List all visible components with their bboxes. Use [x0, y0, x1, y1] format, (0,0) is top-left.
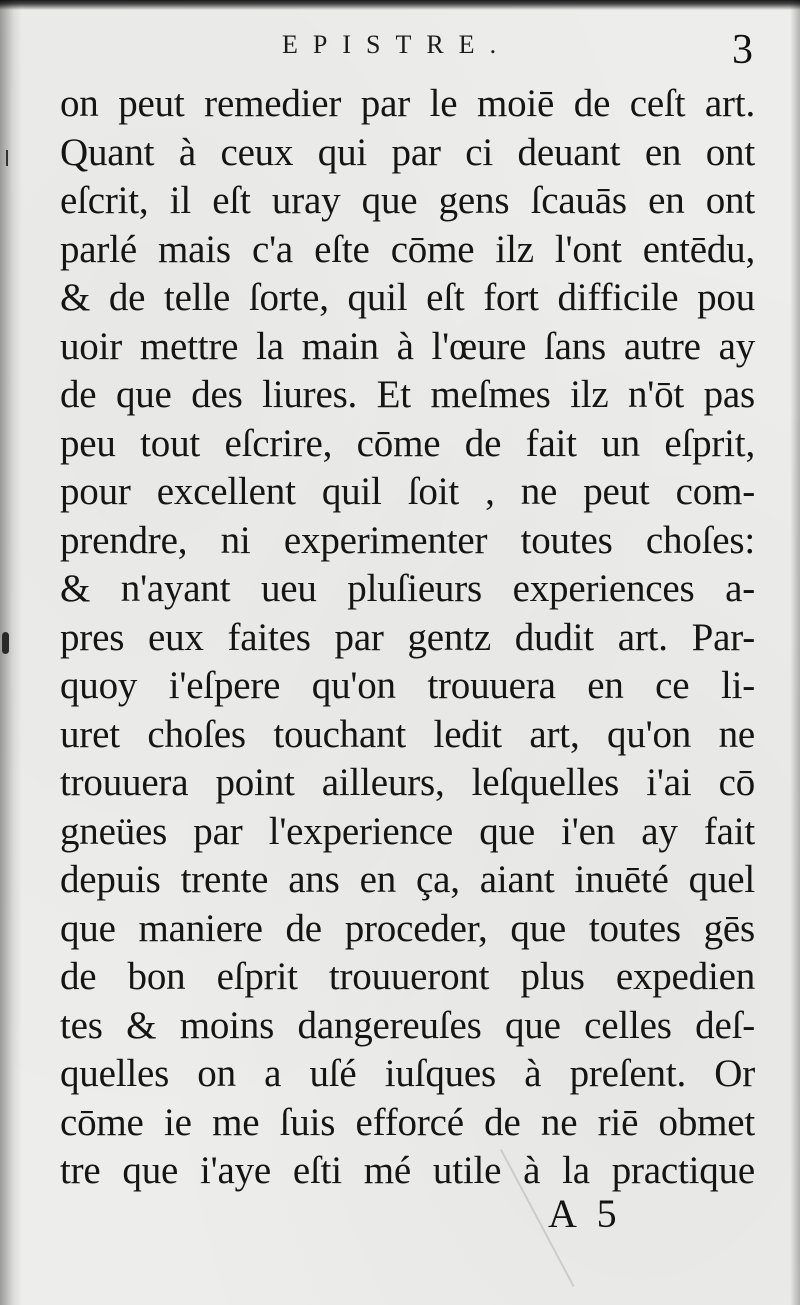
page-top-edge: [0, 0, 800, 10]
text-line: peu tout eſcrire, cōme de fait un eſprit,: [60, 421, 755, 465]
text-line: tes & moins dangereuſes que celles deſ-: [60, 1003, 755, 1047]
text-line: pour excellent quil ſoit , ne peut com-: [60, 470, 755, 513]
text-line: cōme ie me ſuis efforcé de ne riē obmet: [60, 1100, 755, 1144]
text-line: Quant à ceux qui par ci deuant en ont: [60, 130, 755, 174]
text-line: trouuera point ailleurs, leſquelles i'ai cō: [60, 761, 755, 804]
text-line: on peut remedier par le moiē de ceſt art.: [60, 82, 755, 125]
body-text: [60, 80, 755, 1196]
text-line: prendre, ni experimenter toutes choſes:: [60, 518, 755, 562]
text-line: de bon eſprit trouueront plus expedien: [60, 955, 755, 998]
text-line: uoir mettre la main à l'œure ſans autre ay: [60, 324, 755, 368]
page-number: 3: [732, 27, 753, 73]
text-line: pres eux faites par gentz dudit art. Par-: [60, 615, 755, 659]
text-line: gneües par l'experience que i'en ay fait: [60, 809, 755, 853]
text-line: parlé mais c'a eſte cōme ilz l'ont entēdu,: [60, 227, 755, 271]
text-line: quoy i'eſpere qu'on trouuera en ce li-: [60, 664, 755, 707]
text-line: & n'ayant ueu pluſieurs experiences a-: [60, 567, 755, 610]
text-line: uret choſes touchant ledit art, qu'on ne: [60, 712, 755, 756]
margin-ink-tick: [6, 150, 8, 166]
text-line: eſcrit, il eſt uray que gens ſcauās en ont: [60, 179, 755, 222]
text-line: & de telle ſorte, quil eſt fort difficile pou: [60, 276, 755, 319]
page-right-edge: [790, 0, 800, 1305]
text-line: de que des liures. Et meſmes ilz n'ōt pas: [60, 373, 755, 416]
text-line: tre que i'aye eſti mé utile à la practique: [60, 1149, 755, 1192]
signature-mark: A 5: [548, 1191, 623, 1236]
text-line: depuis trente ans en ça, aiant inuēté quel: [60, 858, 755, 901]
text-line: que maniere de proceder, que toutes gēs: [60, 906, 755, 950]
text-line: quelles on a uſé iuſques à preſent. Or: [60, 1052, 755, 1095]
margin-ink-mark: [2, 632, 9, 654]
running-head: EPISTRE.: [282, 30, 512, 59]
